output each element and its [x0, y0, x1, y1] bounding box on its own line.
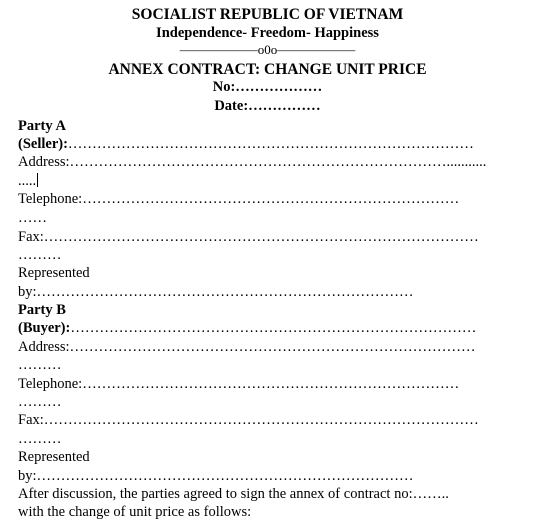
party-b-represented: Represented: [18, 449, 90, 465]
party-a-address[interactable]: Address:……………………………………………………………………...........: [18, 154, 487, 170]
contract-date: Date:……………: [214, 98, 321, 114]
party-b-address-cont[interactable]: ………: [18, 357, 62, 373]
party-a-represented-by[interactable]: by:……………………………………………………………………: [18, 284, 414, 300]
party-a-telephone-cont[interactable]: ……: [18, 210, 47, 226]
country-name: SOCIALIST REPUBLIC OF VIETNAM: [131, 6, 404, 23]
text-cursor: [37, 173, 38, 187]
party-b-telephone[interactable]: Telephone:……………………………………………………………………: [18, 376, 460, 392]
seller-label: (Seller):: [18, 136, 68, 152]
document-title: ANNEX CONTRACT: CHANGE UNIT PRICE: [108, 61, 427, 78]
header-separator: ——————o0o——————: [179, 42, 356, 57]
party-a-address-cont[interactable]: [18, 172, 38, 190]
buyer-field[interactable]: …………………………………………………………………………: [70, 320, 477, 336]
party-a-telephone[interactable]: Telephone:……………………………………………………………………: [18, 191, 460, 207]
party-a-fax-cont[interactable]: ………: [18, 247, 62, 263]
party-b-address[interactable]: Address:…………………………………………………………………………: [18, 339, 476, 355]
party-b-telephone-cont[interactable]: ………: [18, 394, 62, 410]
party-b-buyer-line: [18, 319, 476, 337]
party-b-fax-cont[interactable]: ………: [18, 431, 62, 447]
price-change-text: with the change of unit price as follows:: [18, 504, 252, 520]
party-b-represented-by[interactable]: by:……………………………………………………………………: [18, 468, 414, 484]
party-a-seller-line: [18, 135, 474, 153]
party-a-represented: Represented: [18, 265, 90, 281]
buyer-label: (Buyer):: [18, 320, 71, 336]
party-b-fax[interactable]: Fax:………………………………………………………………………………: [18, 412, 479, 428]
party-a-fax[interactable]: Fax:………………………………………………………………………………: [18, 229, 479, 245]
party-b-heading: Party B: [18, 302, 66, 318]
seller-field[interactable]: …………………………………………………………………………: [67, 136, 474, 152]
national-motto: Independence- Freedom- Happiness: [156, 25, 379, 41]
discussion-text: After discussion, the parties agreed to sign the annex of contract no:……..: [18, 486, 449, 502]
address-cont-text: .....: [18, 173, 37, 189]
party-a-heading: Party A: [18, 118, 66, 134]
contract-number: No:………………: [212, 79, 323, 95]
